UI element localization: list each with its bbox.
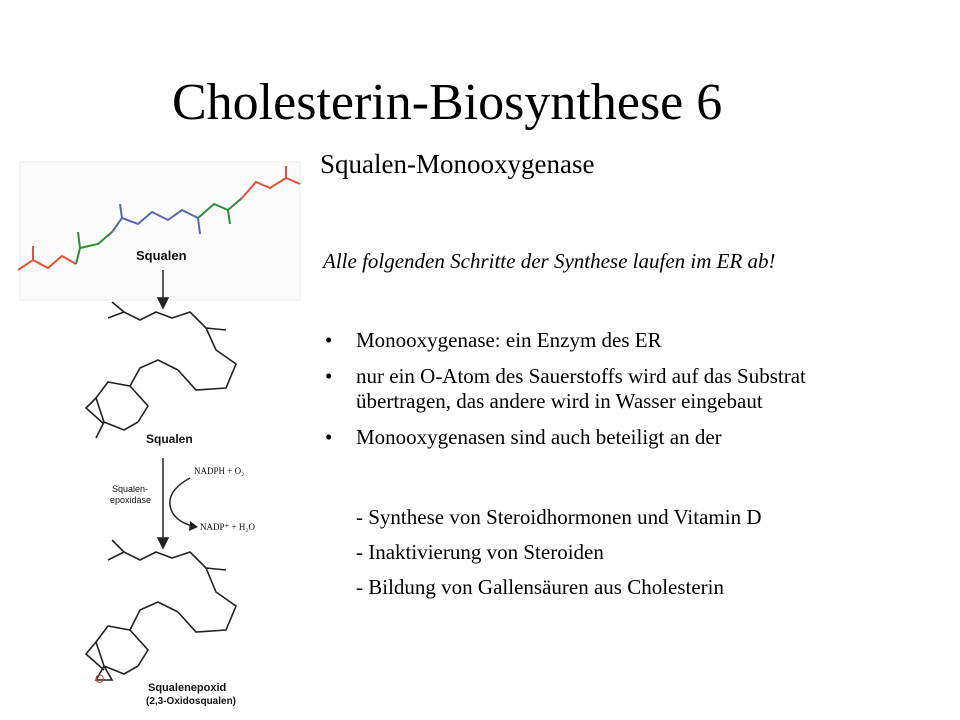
er-note: Alle folgenden Schritte der Synthese laufen im ER ab! xyxy=(323,249,776,273)
sub-item: - Inaktivierung von Steroiden xyxy=(356,540,604,564)
bullet-dot: • xyxy=(325,364,333,388)
bullet-item xyxy=(323,364,883,414)
slide-title: Cholesterin-Biosynthese 6 xyxy=(172,74,723,131)
squalene-folded-structure xyxy=(86,302,236,438)
label-squalen-top: Squalen xyxy=(136,248,187,263)
cofactor-out-label: NADP⁺ + H₂O xyxy=(200,522,255,532)
bullet-list xyxy=(323,328,883,461)
bullet-dot: • xyxy=(325,328,333,352)
bullet-dot: • xyxy=(325,425,333,449)
product-label-line2: (2,3-Oxidosqualen) xyxy=(146,696,237,707)
squalene-epoxide-structure xyxy=(86,540,236,680)
oxygen-atom-label: O xyxy=(95,672,105,686)
sub-list xyxy=(356,505,761,610)
bullet-text: Monooxygenase: ein Enzym des ER xyxy=(356,328,662,352)
product-label-line1: Squalenepoxid xyxy=(148,682,227,694)
cofactor-curved-arrow xyxy=(170,478,192,526)
label-squalen-mid: Squalen xyxy=(146,432,193,446)
enzyme-label-line2: epoxidase xyxy=(110,495,152,505)
bullet-text: Monooxygenasen sind auch beteiligt an der xyxy=(356,425,722,449)
sub-item: - Synthese von Steroidhormonen und Vitamin D xyxy=(356,505,762,529)
slide-subtitle: Squalen-Monooxygenase xyxy=(320,149,595,179)
bullet-text: nur ein O-Atom des Sauerstoffs wird auf das Substrat übertragen, das andere wird in Wasser eingebaut xyxy=(356,364,806,413)
sub-item: - Bildung von Gallensäuren aus Cholesterin xyxy=(356,575,725,599)
reaction-scheme-figure xyxy=(0,160,310,720)
bullet-item xyxy=(323,328,883,353)
reaction-arrow-2 xyxy=(158,458,168,548)
bullet-item xyxy=(323,425,883,450)
cofactor-in-label: NADPH + O₂ xyxy=(194,466,245,476)
cofactor-arrow-head xyxy=(189,521,198,531)
enzyme-label-line1: Squalen- xyxy=(112,484,149,494)
